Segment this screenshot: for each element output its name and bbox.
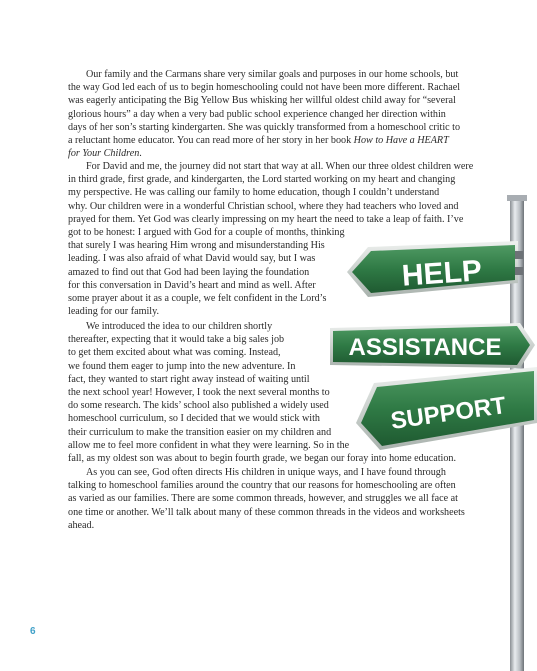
- text-line: prayed for them. Yet God was clearly impressing on my heart the need to take a leap of faith. I’ve: [68, 213, 464, 225]
- paragraph-intro: [68, 68, 470, 160]
- text-line: why. Our children were in a wonderful Christian school, where they had teachers who loved and: [68, 200, 459, 212]
- text-line: do some research. The kids’ school also published a widely used: [68, 400, 329, 412]
- text-fragment: .: [139, 148, 142, 160]
- text-line: we found them eager to jump into the new adventure. In: [68, 360, 296, 372]
- text-line: days of her son’s starting kindergarten. She was quickly transformed from a homeschool critic to: [68, 121, 461, 133]
- text-line: one time or another. We’ll talk about many of these common threads in the videos and worksheets: [68, 506, 465, 518]
- text-line: homeschool curriculum, so I decided that we would stick with: [68, 413, 320, 425]
- book-title-continued: for Your Children: [68, 148, 140, 160]
- text-line: thereafter, expecting that it would take a big sales job: [68, 334, 285, 346]
- text-line: leading for our family.: [68, 306, 160, 318]
- text-line: [68, 147, 470, 160]
- signpost-illustration: [330, 195, 537, 671]
- text-line: amazed to find out that God had been laying the foundation: [68, 266, 310, 278]
- text-line: We introduced the idea to our children shortly: [86, 321, 273, 332]
- text-line: fact, they wanted to start right away instead of waiting until: [68, 373, 310, 385]
- text-line: was eagerly anticipating the Big Yellow Bus whisking her willful oldest child away for “several: [68, 95, 456, 107]
- text-line: [68, 134, 470, 147]
- text-line: for this conversation in David’s heart and mind as well. After: [68, 279, 316, 291]
- help-sign: [347, 241, 523, 297]
- text-line: the way God led each of us to begin homeschooling could not have been more different. Rachael: [68, 82, 461, 94]
- text-line: in third grade, first grade, and kindergarten, the Lord started working on my heart and changing: [68, 174, 456, 186]
- sign-label-assistance: ASSISTANCE: [348, 334, 502, 361]
- text-line: that surely I was hearing Him wrong and misunderstanding His: [68, 240, 325, 252]
- text-line: Our family and the Carmans share very similar goals and purposes in our home schools, but: [86, 69, 459, 80]
- support-sign: [356, 367, 537, 450]
- book-title: How to Have a HEART: [353, 135, 449, 147]
- text-line: glorious hours” a day when a very bad public school experience changed her direction within: [68, 108, 446, 120]
- text-line: as varied as our families. There are some common threads, however, and struggles we all face at: [68, 493, 458, 505]
- text-line: some prayer about it as a couple, we felt confident in the Lord’s: [68, 293, 327, 305]
- text-line: the next school year! However, I took the next several months to: [68, 387, 330, 399]
- text-line: fall, as my oldest son was about to begin fourth grade, we began our foray into home education.: [68, 453, 457, 465]
- text-fragment: a reluctant home educator. You can read more of her story in her book: [68, 135, 354, 147]
- text-line: leading. I was also afraid of what David would say, but I was: [68, 253, 316, 265]
- text-line: ahead.: [68, 519, 95, 531]
- text-line: As you can see, God often directs His children in unique ways, and I have found through: [86, 467, 446, 478]
- text-line: For David and me, the journey did not start that way at all. When our three oldest children were: [86, 161, 474, 172]
- text-line: got to be honest: I argued with God for a couple of months, thinking: [68, 227, 345, 239]
- text-line: talking to homeschool families around the country that our reasons for homeschooling are often: [68, 480, 456, 492]
- page-number: 6: [30, 626, 36, 637]
- text-line: my perspective. He was calling our family to home education, though I couldn’t understand: [68, 187, 440, 199]
- sign-label-help: HELP: [400, 254, 483, 293]
- text-line: allow me to feel more confident in what they were learning. So in the: [68, 439, 350, 451]
- text-line: to get them excited about what was coming. Instead,: [68, 347, 281, 359]
- text-line: their curriculum to make the transition easier on my children and: [68, 426, 332, 438]
- sign-label-support: SUPPORT: [389, 392, 508, 435]
- assistance-sign: [330, 323, 535, 368]
